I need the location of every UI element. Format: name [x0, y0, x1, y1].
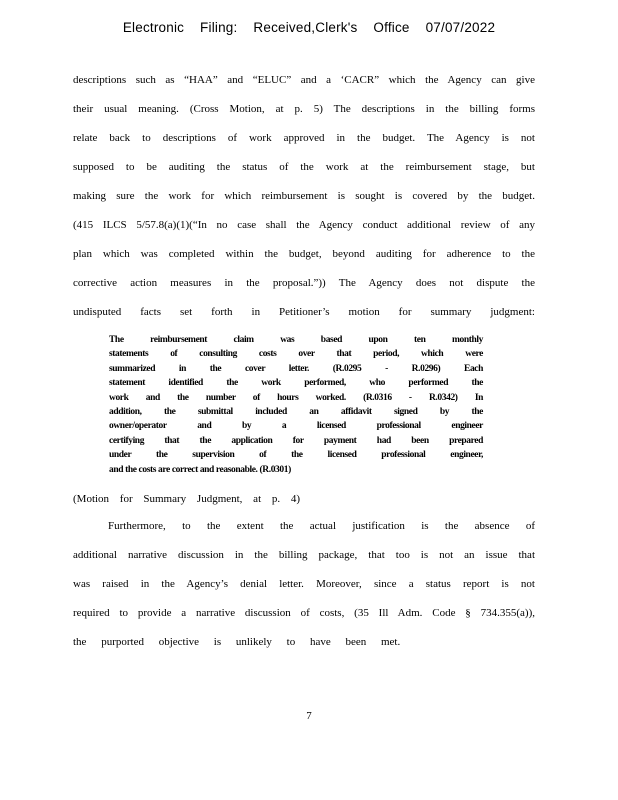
quote-line: statement identified the work performed, who performed the: [109, 378, 483, 389]
text-line: plan which was completed within the budget, beyond auditing for adherence to the: [73, 248, 535, 260]
text-line: the purported objective is unlikely to have been met.: [73, 636, 401, 648]
text-line: corrective action measures in the proposal.”)) The Agency does not dispute the: [73, 277, 535, 289]
text-line: Furthermore, to the extent the actual justification is the absence of: [108, 520, 535, 532]
text-line: their usual meaning. (Cross Motion, at p. 5) The descriptions in the billing forms: [73, 103, 535, 115]
text-line: relate back to descriptions of work approved in the budget. The Agency is not: [73, 132, 535, 144]
filing-stamp: Electronic Filing: Received,Clerk's Office 07/07/2022: [122, 20, 496, 35]
paragraph-2: [73, 516, 535, 661]
quote-line: summarized in the cover letter. (R.0295 - R.0296) Each: [109, 363, 483, 374]
quote-line: work and the number of hours worked. (R.0316 - R.0342) In: [109, 392, 483, 403]
block-quote: [109, 333, 483, 477]
text-line: supposed to be auditing the status of the work at the reimbursement stage, but: [73, 161, 535, 173]
quote-line: certifying that the application for payment had been prepared: [109, 435, 483, 446]
quote-line: statements of consulting costs over that period, which were: [109, 349, 483, 360]
quote-line: under the supervision of the licensed professional engineer,: [109, 450, 483, 461]
text-line: (415 ILCS 5/57.8(a)(1)(“In no case shall the Agency conduct additional review of any: [73, 219, 535, 231]
quote-line: addition, the submittal included an affidavit signed by the: [109, 406, 483, 417]
text-line: additional narrative discussion in the billing package, that too is not an issue that: [73, 549, 535, 561]
quote-citation: (Motion for Summary Judgment, at p. 4): [73, 493, 301, 505]
text-line: descriptions such as “HAA” and “ELUC” and a ‘CACR” which the Agency can give: [73, 74, 535, 86]
quote-line: owner/operator and by a licensed professional engineer: [109, 421, 483, 432]
paragraph-1: [73, 70, 535, 331]
text-line: making sure the work for which reimbursement is sought is covered by the budget.: [73, 190, 535, 202]
text-line: undisputed facts set forth in Petitioner’s motion for summary judgment:: [73, 306, 535, 318]
quote-line: The reimbursement claim was based upon ten monthly: [109, 335, 483, 345]
page-number: 7: [306, 710, 312, 722]
quote-line: and the costs are correct and reasonable. (R.0301): [109, 464, 291, 475]
text-line: required to provide a narrative discussion of costs, (35 Ill Adm. Code § 734.355(a)),: [73, 607, 535, 619]
text-line: was raised in the Agency’s denial letter. Moreover, since a status report is not: [73, 578, 535, 590]
